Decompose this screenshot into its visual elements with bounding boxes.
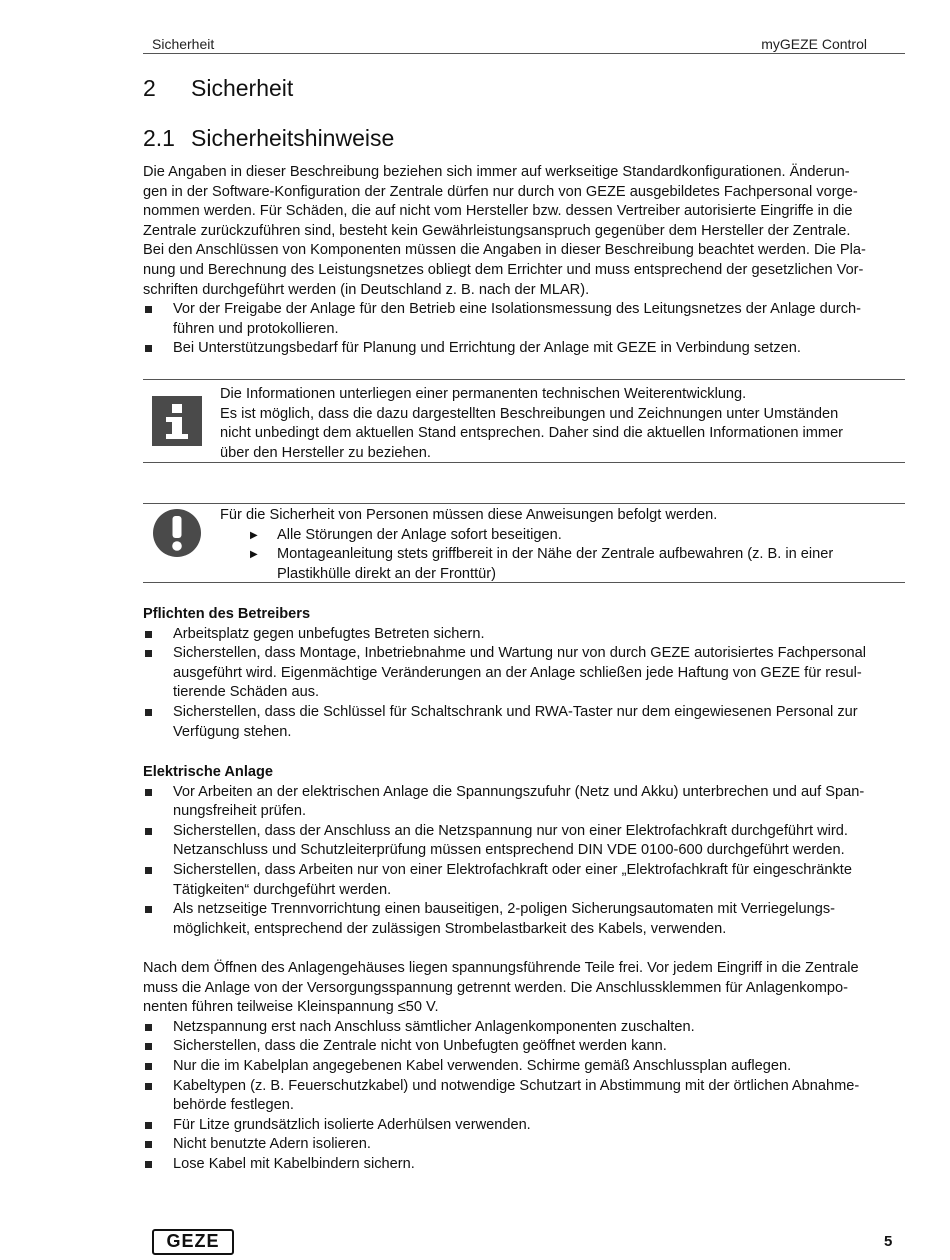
betreiber-heading: Pflichten des Betreibers: [143, 606, 311, 622]
list-item: ▶ Alle Störungen der Anlage sofort beseitigen.: [250, 526, 897, 546]
list-item: Kabeltypen (z. B. Feuerschutzkabel) und notwendige Schutzart in Abstimmung mit der örtlichen Abnahme- behörde festlegen.: [143, 1077, 905, 1116]
betreiber-list: [143, 625, 905, 743]
list-item: Nicht benutzte Adern isolieren.: [143, 1135, 905, 1155]
warning-list: [250, 526, 897, 585]
header-chapter: Sicherheit: [152, 36, 215, 52]
header-product: myGEZE Control: [761, 36, 867, 52]
section-heading: [143, 74, 293, 102]
list-item: Vor Arbeiten an der elektrischen Anlage die Spannungszufuhr (Netz und Akku) unterbrechen und auf Span- nungsfreiheit prüfen.: [143, 783, 905, 822]
list-item: Als netzseitige Trennvorrichtung einen bauseitigen, 2-poligen Sicherungsautomaten mit Verriegelungs- möglichkeit, entsprechend der zulässigen Strombelastbarkeit des Kabels, verwenden.: [143, 900, 905, 939]
list-item: Sicherstellen, dass Arbeiten nur von einer Elektrofachkraft oder einer „Elektrofachkraft für eingeschränkte Tätigkeiten“ durchgeführt werden.: [143, 861, 905, 900]
intro-section: [143, 163, 905, 359]
elektrisch-heading: Elektrische Anlage: [143, 764, 274, 780]
info-icon: [152, 396, 202, 453]
section-title: Sicherheit: [191, 75, 294, 101]
warning-box: [143, 503, 905, 583]
elektrisch-list: [143, 783, 905, 940]
list-item: Vor der Freigabe der Anlage für den Betrieb eine Isolationsmessung des Leitungsnetzes der Anlage durch- führen und protokollieren.: [143, 300, 905, 339]
warning-lead: Für die Sicherheit von Personen müssen diese Anweisungen befolgt werden.: [220, 507, 718, 523]
gehaeuse-list: [143, 1018, 905, 1175]
intro-paragraph: Die Angaben in dieser Beschreibung beziehen sich immer auf werkseitige Standardkonfigurationen. Änderun- gen in der Software-Konfiguration der Zentrale dürfen nur durch von GEZE ausgebildetes Fachpersonal vorge- nommen werden. Für Schäden, die auf nicht vom Hersteller bzw. dessen Vertreiber autorisierte Eingriffe in die Zentrale zurückzuführen sind, besteht kein Gewährleistungsanspruch gegenüber dem Hersteller der Zentrale. Bei den Anschlüssen von Komponenten müssen die Angaben in dieser Beschreibung beachtet werden. Die Pla- nung und Berechnung des Leistungsnetzes obliegt dem Errichter und muss entsprechend der gesetzlichen Vor- schriften durchgeführt werden (in Deutschland z. B. nach der MLAR).: [143, 164, 866, 298]
intro-bullet-list: [143, 300, 905, 359]
betreiber-section: [143, 605, 905, 742]
subsection-title: Sicherheitshinweise: [191, 125, 395, 151]
geze-logo: GEZE: [152, 1229, 234, 1255]
list-item: Arbeitsplatz gegen unbefugtes Betreten sichern.: [143, 625, 905, 645]
list-item: Sicherstellen, dass die Zentrale nicht von Unbefugten geöffnet werden kann.: [143, 1037, 905, 1057]
page-number: 5: [884, 1233, 893, 1250]
list-item: Sicherstellen, dass Montage, Inbetriebnahme und Wartung nur von durch GEZE autorisiertes Fachpersonal ausgeführt wird. Eigenmächtige Veränderungen an der Anlage schließen jede Haftung von GEZE für resul- tierende Schäden aus.: [143, 644, 905, 703]
info-text: Die Informationen unterliegen einer permanenten technischen Weiterentwicklung. Es ist möglich, dass die dazu dargestellten Beschreibungen und Zeichnungen unter Umständen nicht unbedingt dem aktuellen Stand entsprechen. Daher sind die aktuellen Informationen immer über den Hersteller zu beziehen.: [220, 386, 844, 461]
warning-text: [220, 506, 897, 584]
subsection-number: 2.1: [143, 125, 175, 151]
list-item: Nur die im Kabelplan angegebenen Kabel verwenden. Schirme gemäß Anschlussplan auflegen.: [143, 1057, 905, 1077]
list-item: ▶ Montageanleitung stets griffbereit in der Nähe der Zentrale aufbewahren (z. B. in einer Plastikhülle direkt an der Fronttür): [250, 545, 897, 584]
page-header: [143, 35, 905, 54]
subsection-heading: [143, 124, 394, 152]
gehaeuse-paragraph: Nach dem Öffnen des Anlagengehäuses liegen spannungsführende Teile frei. Vor jedem Eingriff in die Zentrale muss die Anlage von der Versorgungsspannung getrennt werden. Die Anschlussklemmen für Anlagenkompo- nenten führen teilweise Kleinspannung ≤50 V.: [143, 960, 859, 1016]
gehaeuse-section: [143, 959, 905, 1175]
list-item: Bei Unterstützungsbedarf für Planung und Errichtung der Anlage mit GEZE in Verbindung setzen.: [143, 339, 905, 359]
list-item: Netzspannung erst nach Anschluss sämtlicher Anlagenkomponenten zuschalten.: [143, 1018, 905, 1038]
exclamation-icon: [152, 508, 202, 565]
elektrisch-section: [143, 763, 905, 939]
info-box: [143, 379, 905, 463]
section-number: 2: [143, 75, 156, 101]
list-item: Lose Kabel mit Kabelbindern sichern.: [143, 1155, 905, 1175]
list-item: Sicherstellen, dass die Schlüssel für Schaltschrank und RWA-Taster nur dem eingewiesenen Personal zur Verfügung stehen.: [143, 703, 905, 742]
list-item: Sicherstellen, dass der Anschluss an die Netzspannung nur von einer Elektrofachkraft durchgeführt wird. Netzanschluss und Schutzleiterprüfung müssen entsprechend DIN VDE 0100-600 durchgeführt werden.: [143, 822, 905, 861]
list-item: Für Litze grundsätzlich isolierte Aderhülsen verwenden.: [143, 1116, 905, 1136]
